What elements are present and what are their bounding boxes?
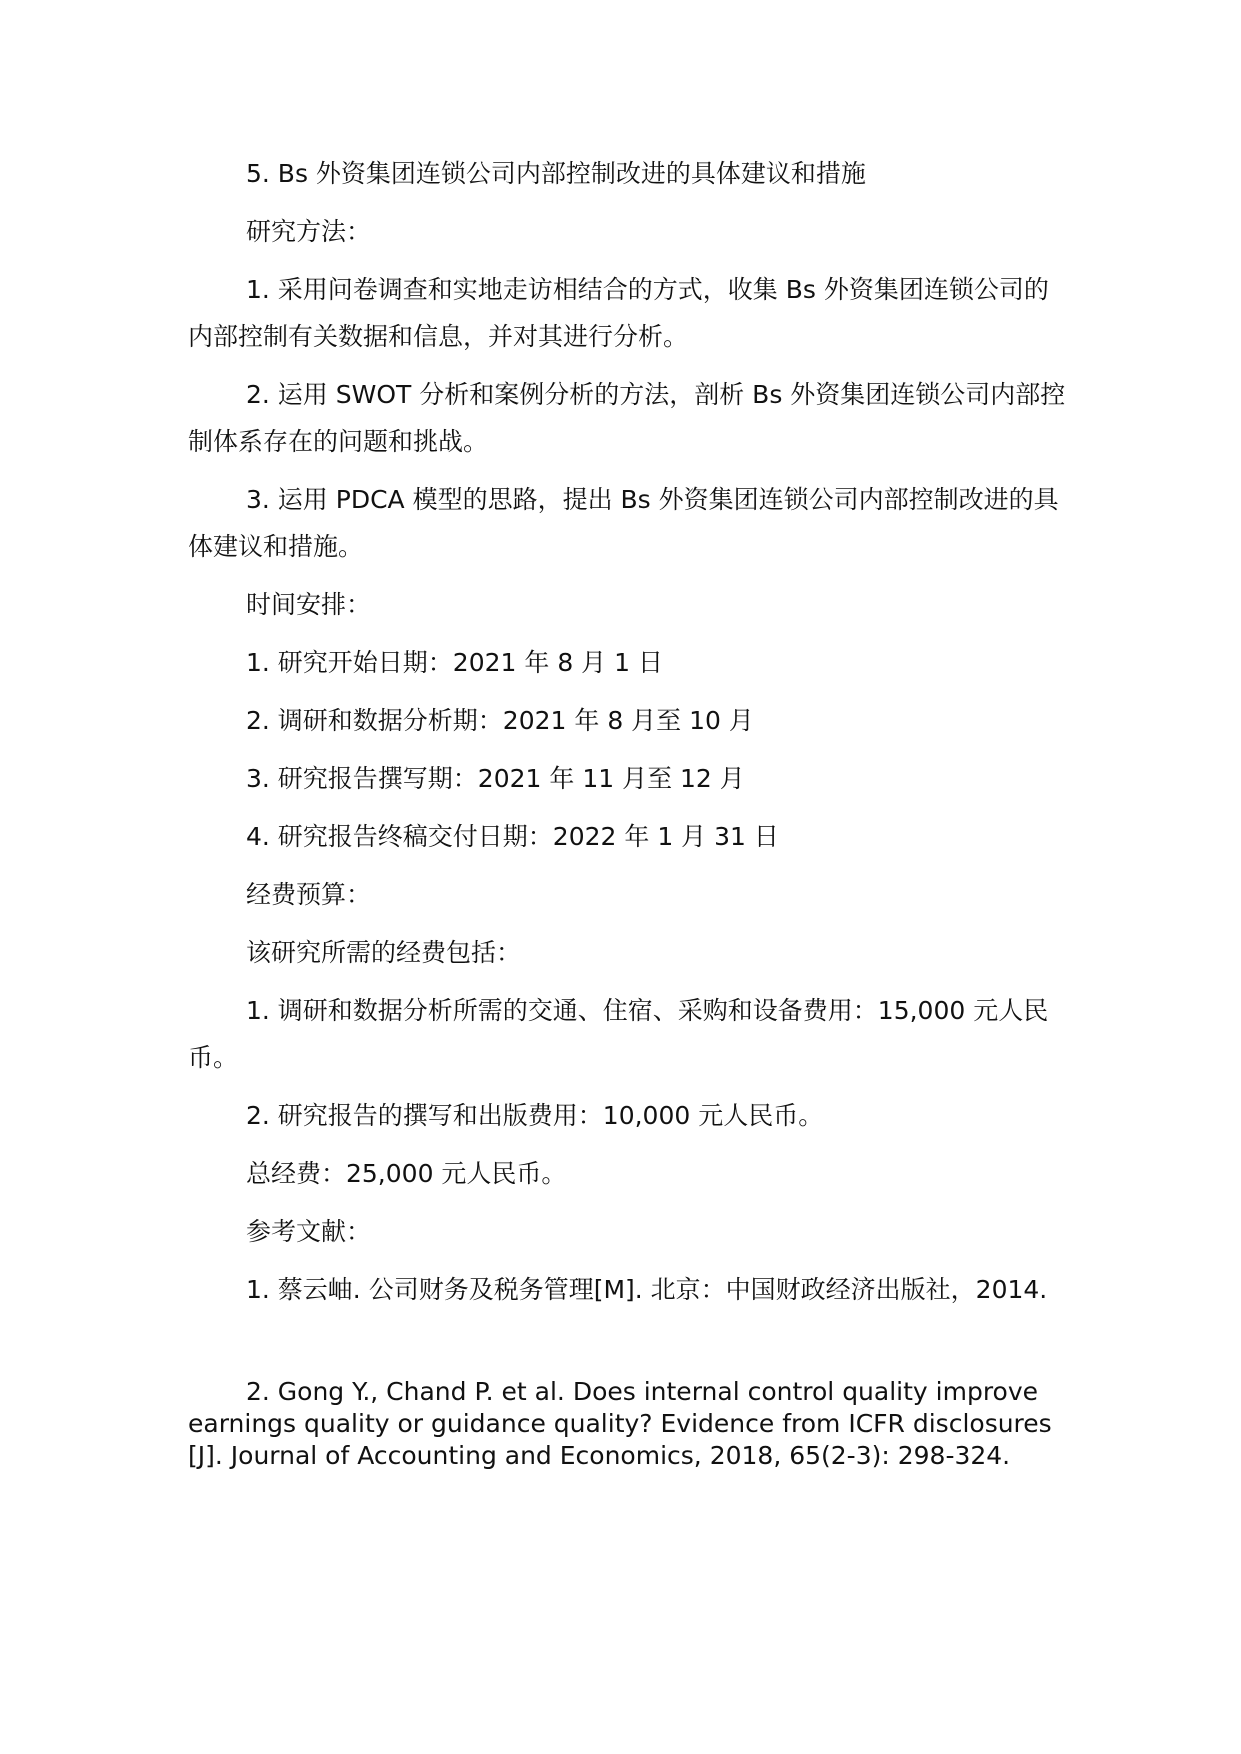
paragraph-schedule-2: 2. 调研和数据分析期：2021 年 8 月至 10 月 bbox=[246, 706, 754, 735]
reference-item-2: 2. Gong Y., Chand P. et al. Does internal control quality improve earnings quality or guidance quality? Evidence from ICFR disclosures [J]. Journal of Accounting and Economics, 2018, 65(2-3): 298-324. bbox=[188, 1377, 1052, 1470]
reference-item-1: 1. 蔡云岫. 公司财务及税务管理[M]. 北京：中国财政经济出版社，2014. bbox=[246, 1275, 1048, 1304]
heading-research-methods: 研究方法： bbox=[246, 217, 372, 246]
paragraph-method-3: 3. 运用 PDCA 模型的思路，提出 Bs 外资集团连锁公司内部控制改进的具体建议和措施。 bbox=[188, 485, 1059, 561]
heading-references: 参考文献： bbox=[246, 1217, 372, 1246]
paragraph-schedule-1: 1. 研究开始日期：2021 年 8 月 1 日 bbox=[246, 648, 663, 677]
paragraph-schedule-4: 4. 研究报告终稿交付日期：2022 年 1 月 31 日 bbox=[246, 822, 779, 851]
paragraph-budget-2: 2. 研究报告的撰写和出版费用：10,000 元人民币。 bbox=[246, 1101, 824, 1130]
paragraph-schedule-3: 3. 研究报告撰写期：2021 年 11 月至 12 月 bbox=[246, 764, 745, 793]
paragraph-method-1: 1. 采用问卷调查和实地走访相结合的方式，收集 Bs 外资集团连锁公司的内部控制有关数据和信息，并对其进行分析。 bbox=[188, 275, 1049, 351]
heading-schedule: 时间安排： bbox=[246, 590, 372, 619]
paragraph-budget-1: 1. 调研和数据分析所需的交通、住宿、采购和设备费用：15,000 元人民币。 bbox=[188, 996, 1049, 1072]
heading-budget: 经费预算： bbox=[246, 880, 372, 909]
paragraph-method-2: 2. 运用 SWOT 分析和案例分析的方法，剖析 Bs 外资集团连锁公司内部控制体系存在的问题和挑战。 bbox=[188, 380, 1066, 456]
paragraph-suggestion-item-5: 5. Bs 外资集团连锁公司内部控制改进的具体建议和措施 bbox=[246, 159, 866, 188]
paragraph-budget-total: 总经费：25,000 元人民币。 bbox=[246, 1159, 567, 1188]
paragraph-budget-intro: 该研究所需的经费包括： bbox=[246, 938, 522, 967]
